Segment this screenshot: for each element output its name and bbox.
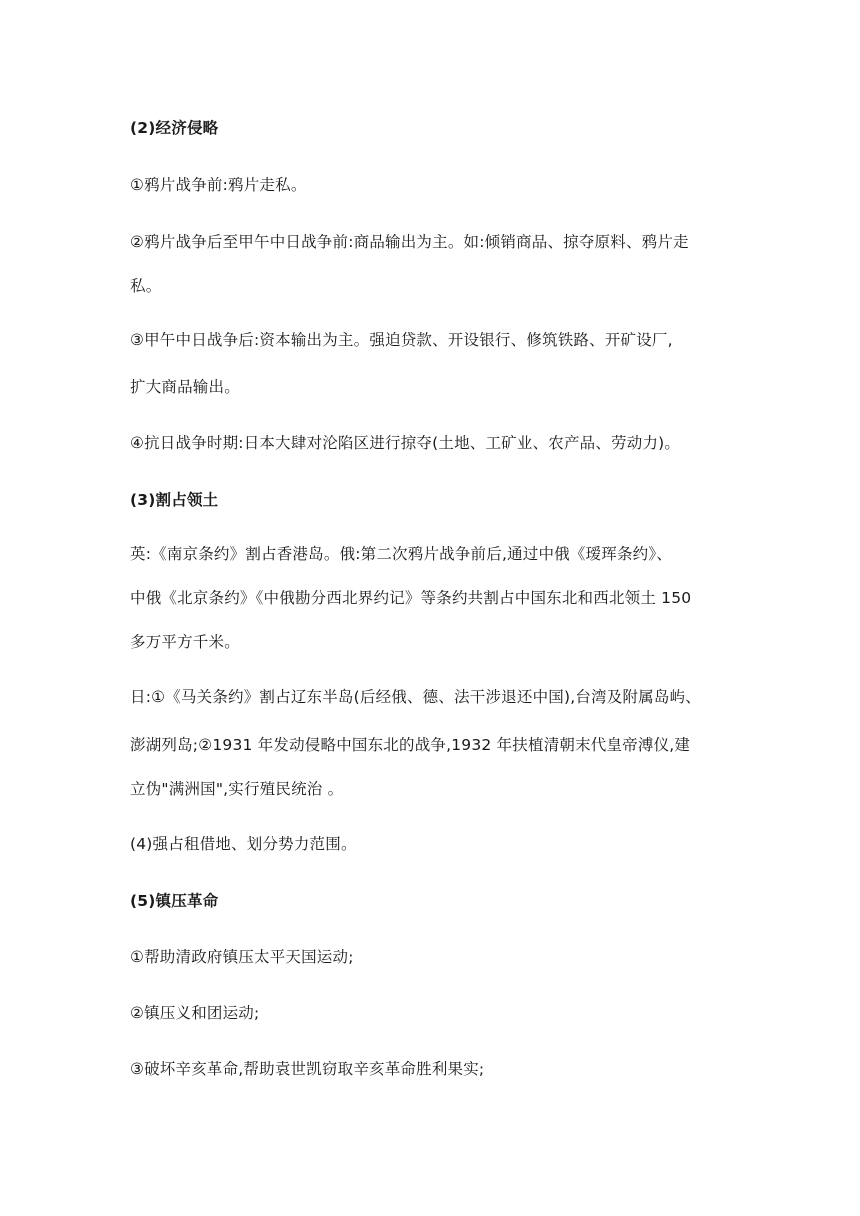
paragraph-line: 日:①《马关条约》割占辽东半岛(后经俄、德、法干涉退还中国),台湾及附属岛屿、 [130, 688, 701, 706]
paragraph-line: 英:《南京条约》割占香港岛。俄:第二次鸦片战争前后,通过中俄《瑷珲条约》、 [130, 545, 673, 563]
paragraph-line: 扩大商品输出。 [130, 378, 240, 396]
paragraph-line: (4)强占租借地、划分势力范围。 [130, 835, 357, 853]
paragraph-line: ③破坏辛亥革命,帮助袁世凯窃取辛亥革命胜利果实; [130, 1060, 485, 1078]
paragraph-line: ③甲午中日战争后:资本输出为主。强迫贷款、开设银行、修筑铁路、开矿设厂, [130, 331, 673, 349]
section-heading-suppress-revolution: (5)镇压革命 [130, 892, 219, 910]
paragraph-line: 立伪"满洲国",实行殖民统治 。 [130, 780, 344, 798]
paragraph-line: 中俄《北京条约》《中俄勘分西北界约记》等条约共割占中国东北和西北领土 150 [130, 589, 692, 607]
paragraph-line: ④抗日战争时期:日本大肆对沦陷区进行掠夺(土地、工矿业、农产品、劳动力)。 [130, 434, 681, 452]
paragraph-line: 澎湖列岛;②1931 年发动侵略中国东北的战争,1932 年扶植清朝末代皇帝溥仪,建 [130, 736, 691, 754]
paragraph-line: ②鸦片战争后至甲午中日战争前:商品输出为主。如:倾销商品、掠夺原料、鸦片走 [130, 233, 689, 251]
section-heading-territory: (3)割占领土 [130, 491, 219, 509]
paragraph-line: ②镇压义和团运动; [130, 1004, 260, 1022]
paragraph-line: ①帮助清政府镇压太平天国运动; [130, 948, 354, 966]
section-heading-economic-aggression: (2)经济侵略 [130, 119, 219, 137]
paragraph-line: ①鸦片战争前:鸦片走私。 [130, 176, 307, 194]
paragraph-line: 私。 [130, 277, 162, 295]
paragraph-line: 多万平方千米。 [130, 633, 240, 651]
